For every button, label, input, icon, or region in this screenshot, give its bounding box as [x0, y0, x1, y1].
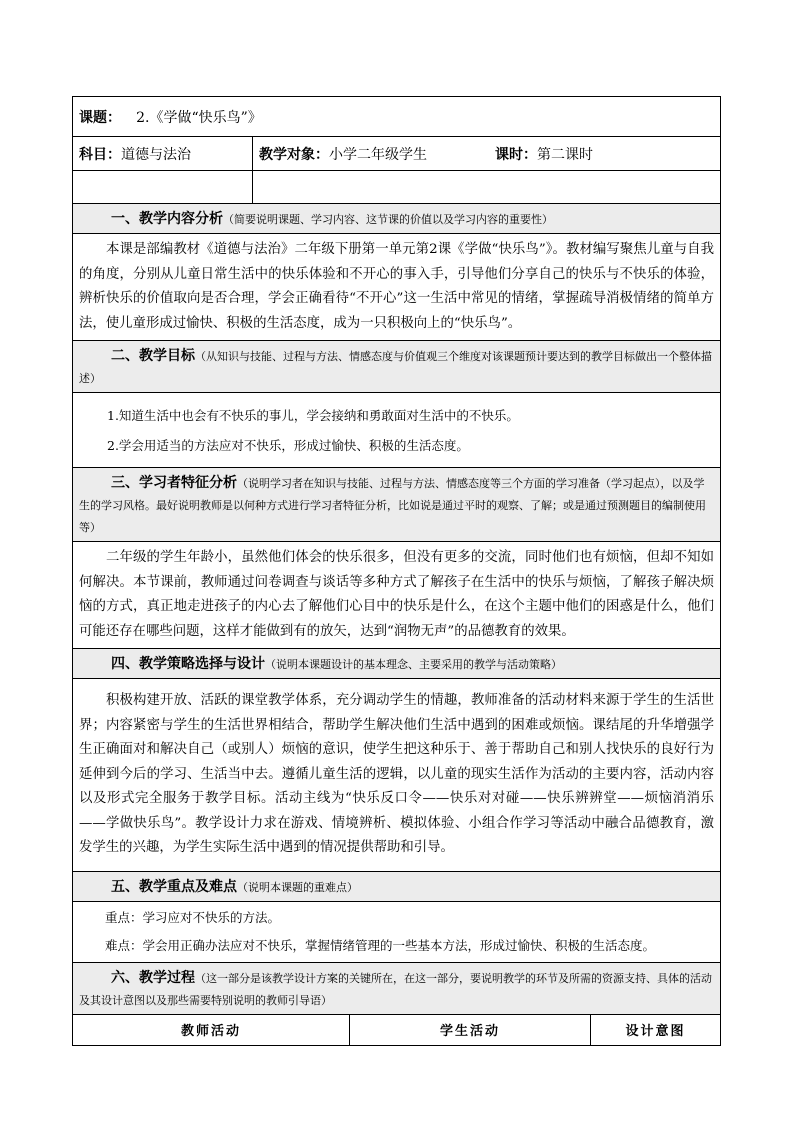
section-learners-body: 二年级的学生年龄小，虽然他们体会的快乐很多，但没有更多的交流，同时他们也有烦恼，但却不知如何解决。本节课前，教师通过问卷调查与谈话等多种方式了解孩子在生活中的快乐与烦恼，了解孩子解决烦恼的方式，真正地走进孩子的内心去了解他们心目中的快乐是什么，在这个主题中他们的困惑是什么，他们可能还存在哪些问题，这样才能做到有的放矢，达到“润物无声”的品德教育的效果。 [73, 542, 721, 649]
empty-cell-left [73, 171, 253, 204]
column-student-activity: 学生活动 [439, 1024, 500, 1039]
goal-item: 2.学会用适当的方法应对不快乐，形成过愉快、积极的生活态度。 [107, 438, 469, 453]
section-content-body: 本课是部编教材《道德与法治》二年级下册第一单元第2课《学做“快乐鸟”》。教材编写聚焦儿童与自我的角度，分别从儿童日常生活中的快乐体验和不开心的事入手，引导他们分享自己的快乐与不快乐的体验，辨析快乐的价值取向是否合理，学会正确看待“不开心”这一生活中常见的情绪，掌握疏导消极情绪的简单方法，使儿童形成过愉快、积极的生活态度，成为一只积极向上的“快乐鸟”。 [73, 234, 721, 341]
section-learners-note: （说明学习者在知识与技能、过程与方法、情感态度等三个方面的学习准备（学习起点），以及学生的学习风格。最好说明教师是以何种方式进行学习者特征分析，比如说是通过平时的观察、了解；或是通过预测题目的编制使用等） [79, 477, 706, 534]
lesson-plan-table [72, 96, 721, 1046]
column-design-intent: 设计意图 [625, 1024, 686, 1039]
section-process-header [73, 962, 721, 1014]
period-value: 第二课时 [537, 146, 593, 163]
section-strategy-note: （说明本课题设计的基本理念、主要采用的教学与活动策略） [265, 658, 562, 671]
section-strategy-header [73, 649, 721, 679]
keypoint-item: 难点：学会用正确办法应对不快乐，掌握情绪管理的一些基本方法，形成过愉快、积极的生活态度。 [105, 937, 656, 953]
section-keypoints-note: （说明本课题的重难点） [237, 880, 358, 894]
subject-cell [73, 137, 253, 171]
audience-period-cell [253, 137, 721, 171]
section-keypoints-title: 五、教学重点及难点 [111, 878, 237, 895]
column-teacher-activity: 教师活动 [180, 1024, 241, 1039]
section-process-title: 六、教学过程 [111, 969, 195, 986]
section-goals-note: （从知识与技能、过程与方法、情感态度与价值观三个维度对该课题预计要达到的教学目标做出一个整体描述） [79, 350, 712, 385]
audience-label: 教学对象： [259, 146, 329, 163]
lesson-plan [72, 96, 720, 1046]
section-learners-header [73, 468, 721, 542]
empty-cell-right [253, 171, 721, 204]
keypoint-item: 重点：学习应对不快乐的方法。 [105, 909, 281, 925]
section-goals-body [73, 393, 721, 468]
section-strategy-body: 积极构建开放、活跃的课堂教学体系，充分调动学生的情趣，教师准备的活动材料来源于学生的生活世界；内容紧密与学生的生活世界相结合，帮助学生解决他们生活中遇到的困难或烦恼。课结尾的升华增强学生正确面对和解决自己（或别人）烦恼的意识，使学生把这种乐于、善于帮助自己和别人找快乐的良好行为延伸到今后的学习、生活当中去。遵循儿童生活的逻辑，以儿童的现实生活作为活动的主要内容，活动内容以及形式完全服务于教学目标。活动主线为“快乐反口令——快乐对对碰——快乐辨辨堂——烦恼消消乐——学做快乐鸟”。教学设计力求在游戏、情境辨析、模拟体验、小组合作学习等活动中融合品德教育，激发学生的兴趣，为学生实际生活中遇到的情况提供帮助和引导。 [73, 679, 721, 872]
subject-value: 道德与法治 [121, 146, 191, 163]
period-label: 课时： [495, 146, 537, 163]
section-content-header [73, 204, 721, 234]
section-process-note: （这一部分是该教学设计方案的关键所在，在这一部分，要说明教学的环节及所需的资源支持、具体的活动及其设计意图以及那些需要特别说明的教师引导语） [79, 971, 712, 1007]
topic-value: 2.《学做“快乐鸟”》 [136, 109, 262, 126]
section-keypoints-header [73, 871, 721, 901]
section-strategy-title: 四、教学策略选择与设计 [111, 656, 265, 672]
goal-item: 1.知道生活中也会有不快乐的事儿，学会接纳和勇敢面对生活中的不快乐。 [107, 408, 519, 423]
topic-label: 课题： [79, 109, 121, 126]
section-keypoints-body [73, 901, 721, 962]
subject-label: 科目： [79, 146, 121, 163]
section-content-note: （简要说明课题、学习内容、这节课的价值以及学习内容的重要性） [223, 213, 553, 226]
audience-value: 小学二年级学生 [329, 146, 427, 163]
section-goals-title: 二、教学目标 [111, 348, 195, 364]
topic-row [73, 97, 721, 137]
section-learners-title: 三、学习者特征分析 [111, 475, 237, 491]
section-content-title: 一、教学内容分析 [111, 211, 223, 227]
process-columns-row [73, 1014, 721, 1045]
section-goals-header [73, 341, 721, 393]
